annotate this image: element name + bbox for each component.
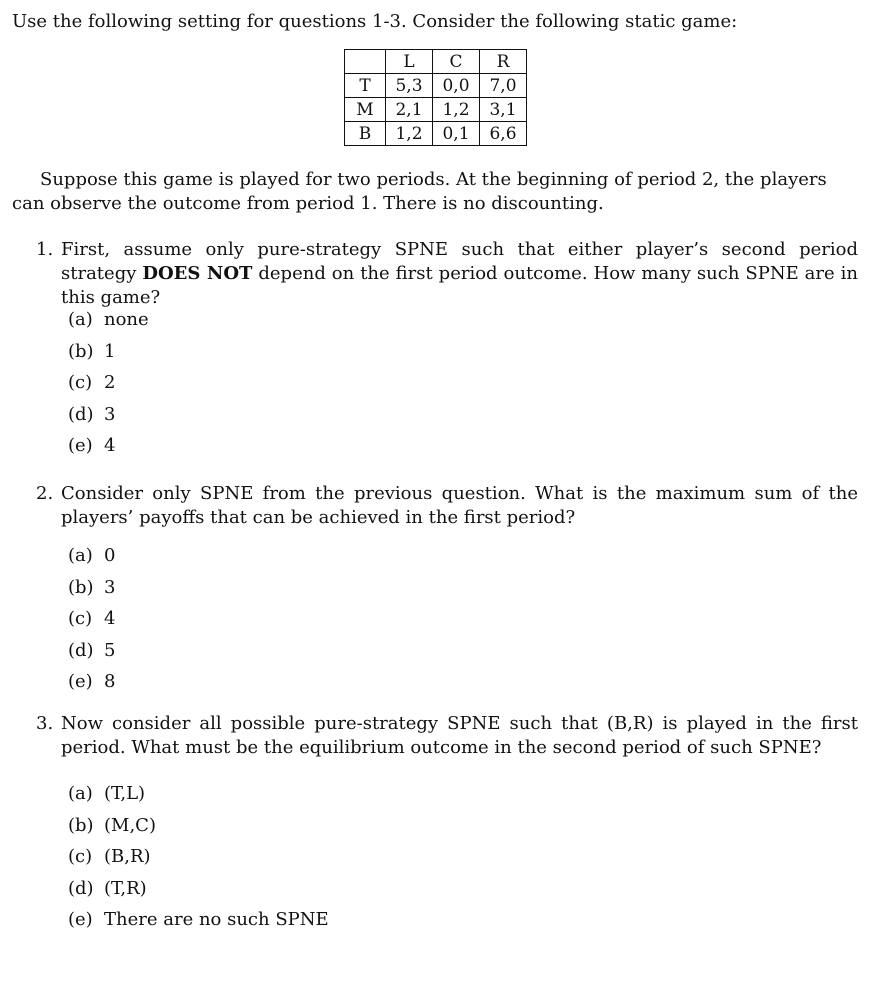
option-text: 5 — [104, 639, 116, 661]
intro-text: Use the following setting for questions 1-3. Consider the following static game: — [12, 11, 738, 32]
question-1-options — [68, 304, 149, 462]
option-text: 3 — [104, 403, 116, 425]
option-label: (a) — [68, 309, 93, 330]
question-2-options — [68, 540, 115, 698]
option-text: 3 — [104, 576, 116, 598]
option-text: 4 — [104, 608, 116, 629]
option-label: (c) — [68, 372, 93, 393]
question-number: 1. — [36, 239, 54, 260]
option-label: (b) — [68, 340, 94, 362]
question-number: 3. — [36, 713, 54, 734]
payoff-cell: 0,1 — [433, 122, 480, 146]
column-header: L — [386, 50, 433, 74]
option-label: (d) — [68, 877, 94, 899]
answer-option[interactable] — [68, 873, 329, 905]
row-header: T — [345, 74, 386, 98]
option-text: 0 — [104, 545, 116, 566]
option-text: 8 — [104, 671, 116, 692]
option-text: (T,L) — [104, 783, 146, 804]
payoff-cell: 0,0 — [433, 74, 480, 98]
row-header: B — [345, 122, 386, 146]
payoff-matrix-row — [345, 122, 527, 146]
payoff-cell: 3,1 — [480, 98, 527, 122]
question-text-before: First, assume only pure-strategy SPNE such that either player’s second period strategy — [61, 239, 858, 284]
answer-option[interactable] — [68, 904, 329, 936]
option-label: (b) — [68, 576, 94, 598]
answer-option[interactable] — [68, 430, 149, 462]
question-3-options — [68, 778, 329, 936]
option-label: (c) — [68, 608, 93, 629]
answer-option[interactable] — [68, 666, 115, 698]
payoff-cell: 1,2 — [433, 98, 480, 122]
payoff-cell: 1,2 — [386, 122, 433, 146]
answer-option[interactable] — [68, 572, 115, 604]
question-text: Now consider all possible pure-strategy SPNE such that (B,R) is played in the first period. What must be the equilibrium outcome in the second period of such SPNE? — [61, 713, 858, 758]
option-label: (e) — [68, 909, 93, 930]
payoff-matrix-row — [345, 98, 527, 122]
payoff-cell: 5,3 — [386, 74, 433, 98]
option-text: There are no such SPNE — [104, 909, 329, 930]
payoff-cell: 6,6 — [480, 122, 527, 146]
question-2 — [36, 482, 858, 530]
column-header: C — [433, 50, 480, 74]
payoff-cell: 2,1 — [386, 98, 433, 122]
option-text: 4 — [104, 435, 116, 456]
column-header: R — [480, 50, 527, 74]
row-header: M — [345, 98, 386, 122]
answer-option[interactable] — [68, 603, 115, 635]
option-label: (d) — [68, 403, 94, 425]
question-number: 2. — [36, 483, 54, 504]
answer-option[interactable] — [68, 635, 115, 667]
answer-option[interactable] — [68, 367, 149, 399]
question-text-after: depend on the first period outcome. How many such SPNE are in this game? — [61, 263, 858, 308]
question-1 — [36, 238, 858, 310]
option-label: (e) — [68, 435, 93, 456]
option-label: (a) — [68, 545, 93, 566]
payoff-matrix-corner — [345, 50, 386, 74]
answer-option[interactable] — [68, 841, 329, 873]
option-text: 2 — [104, 372, 116, 393]
setup-paragraph — [12, 168, 858, 216]
question-emphasis: DOES NOT — [142, 263, 253, 284]
payoff-matrix-row — [345, 74, 527, 98]
option-label: (b) — [68, 814, 94, 836]
setup-text: Suppose this game is played for two periods. At the beginning of period 2, the players can observe the outcome from period 1. There is no discounting. — [12, 169, 827, 214]
option-text: (M,C) — [104, 814, 156, 836]
option-text: none — [104, 309, 149, 330]
answer-option[interactable] — [68, 336, 149, 368]
option-label: (d) — [68, 639, 94, 661]
answer-option[interactable] — [68, 399, 149, 431]
question-text: Consider only SPNE from the previous question. What is the maximum sum of the players’ payoffs that can be achieved in the first period? — [61, 483, 858, 528]
payoff-cell: 7,0 — [480, 74, 527, 98]
answer-option[interactable] — [68, 540, 115, 572]
option-label: (e) — [68, 671, 93, 692]
answer-option[interactable] — [68, 304, 149, 336]
option-text: (B,R) — [104, 846, 151, 867]
question-3 — [36, 712, 858, 760]
option-text: 1 — [104, 340, 116, 362]
payoff-matrix-header-row — [345, 50, 527, 74]
option-label: (a) — [68, 783, 93, 804]
option-label: (c) — [68, 846, 93, 867]
answer-option[interactable] — [68, 810, 329, 842]
question-text — [61, 238, 858, 310]
option-text: (T,R) — [104, 877, 147, 899]
payoff-matrix — [344, 49, 527, 146]
answer-option[interactable] — [68, 778, 329, 810]
